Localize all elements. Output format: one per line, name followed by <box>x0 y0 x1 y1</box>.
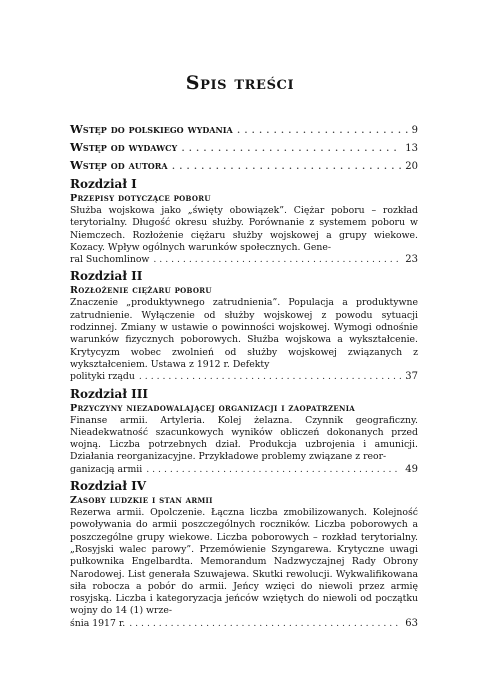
toc-entry-author-intro[interactable] <box>70 156 418 174</box>
chapter-subtitle: Przyczyny niezadowalającej organizacji i zaopatrzenia <box>70 402 356 414</box>
leader-dots <box>146 464 401 476</box>
chapter-subtitle: Zasoby ludzkie i stan armii <box>70 495 213 507</box>
toc-page-number: 23 <box>405 254 418 266</box>
leader-dots <box>139 371 401 383</box>
toc-entry-label: Wstęp od wydawcy <box>70 140 178 154</box>
chapter-description: Finanse armii. Artyleria. Kolej żelazna. Czynnik geograficzny. Nieadekwatność szacunkowych wyników obliczeń dokonanych przed wojną. Liczba potrzebnych dział. Produkcja uzbrojenia i amunicji. Działania reorganizacyjne. Przykładowe problemy związane z reor- <box>70 414 418 463</box>
leader-dots <box>237 120 408 138</box>
chapter-description: Służba wojskowa jako „święty obowiązek”. Ciężar poboru – rozkład terytorialny. Długość okresu służby. Porównanie z systemem poboru w Niemczech. Rozłożenie ciężaru służby wojskowej a grupy wiekowe. Kozacy. Wpływ ogólnych warunków społecznych. Gene- <box>70 205 418 253</box>
toc-entry-label: Wstęp do polskiego wydania <box>70 122 233 136</box>
toc-chapter-4[interactable] <box>70 479 418 630</box>
toc-page-number: 20 <box>405 161 418 172</box>
toc-page-number: 37 <box>405 371 418 383</box>
toc-entry-label: Wstęp od autora <box>70 158 168 172</box>
chapter-description: Znaczenie „produktywnego zatrudnienia”. Populacja a produktywne zatrudnienie. Wyłączenie od służby wojskowej z powodu sytuacji rodzinnej. Zmiany w ustawie o powinności wojskowej. Wymogi odnośnie warunków fizycznych poborowych. Służba wojskowa a wykształcenie. Krytycyzm wobec zwolnień od służby wojskowej związanych z wykształceniem. Ustawa z 1912 r. Defekty <box>70 297 418 370</box>
toc-entry-publisher-intro[interactable] <box>70 138 418 156</box>
toc-page-number: 9 <box>411 125 418 136</box>
toc-chapter-3[interactable] <box>70 387 418 476</box>
leader-dots <box>129 618 401 630</box>
toc-chapter-2[interactable] <box>70 269 418 383</box>
chapter-description-tail: polityki rządu <box>70 371 135 383</box>
chapter-description-end <box>70 618 418 630</box>
chapter-subtitle: Przepisy dotyczące poboru <box>70 193 211 204</box>
chapter-description-end <box>70 464 418 476</box>
chapter-description-tail: ganizacją armii <box>70 463 143 475</box>
toc-entry-polish-edition-intro[interactable] <box>70 120 418 138</box>
leader-dots <box>181 138 401 156</box>
leader-dots <box>153 254 401 266</box>
chapter-title: Rozdział II <box>70 269 143 284</box>
toc-page-number: 13 <box>405 143 418 154</box>
leader-dots <box>172 156 402 174</box>
chapter-description-tail: śnia 1917 r. <box>70 617 126 629</box>
chapter-subtitle: Rozłożenie ciężaru poboru <box>70 285 212 297</box>
toc-page-number: 49 <box>405 463 418 475</box>
chapter-description: Rezerwa armii. Opolczenie. Łączna liczba zmobilizowanych. Kolejność powoływania do armii poszczególnych roczników. Liczba poborowych a poszczególne grupy wiekowe. Liczba poborowych – rozkład terytorialny. „Rosyjski walec parowy”. Przemówienie Szyngarewa. Krytyczne uwagi pułkownika Engelbardta. Memorandum Nadzwyczajnej Rady Obrony Narodowej. List generała Szuwajewa. Skutki rewolucji. Wykwalifikowana siła robocza a pobór do armii. Jeńcy wzięci do niewoli przez armię rosyjską. Liczba i kategoryzacja jeńców wziętych do niewoli od początku wojny do 14 (1) wrze- <box>70 507 418 617</box>
chapter-description-end <box>70 371 418 383</box>
page-title: Spis treści <box>185 72 295 94</box>
chapter-title: Rozdział III <box>70 386 148 401</box>
chapter-title: Rozdział I <box>70 177 137 191</box>
toc-page-number: 63 <box>405 617 418 629</box>
table-of-contents <box>70 120 418 630</box>
chapter-description-tail: ral Suchomlinow <box>70 254 150 266</box>
chapter-description-end <box>70 254 418 266</box>
toc-chapter-1[interactable] <box>70 177 418 266</box>
chapter-title: Rozdział IV <box>70 479 147 494</box>
